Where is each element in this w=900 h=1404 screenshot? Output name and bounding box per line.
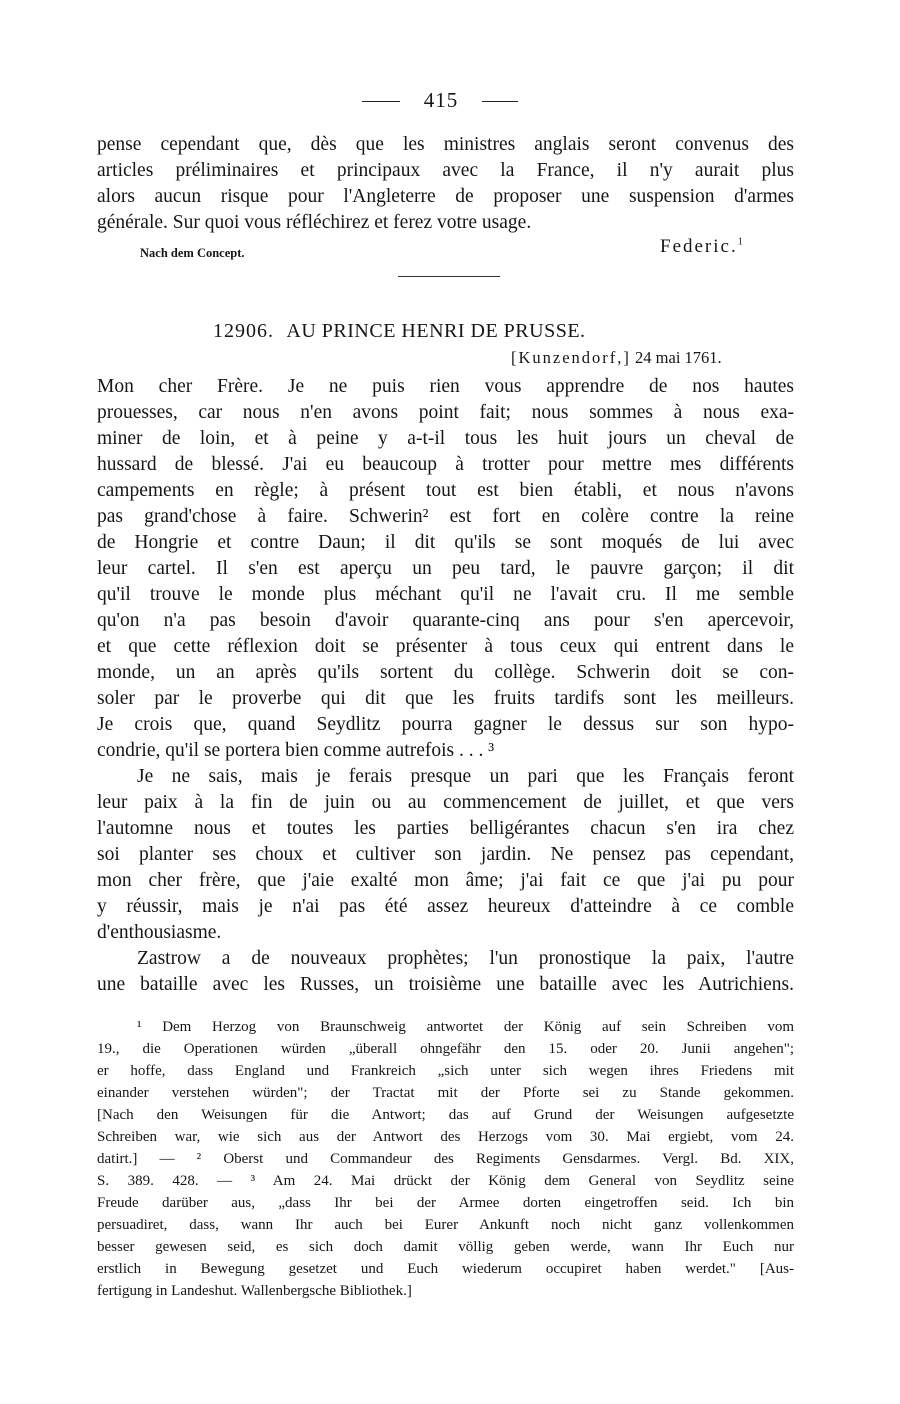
- text-line: hussard de blessé. J'ai eu beaucoup à trotter pour mettre mes différents: [97, 454, 794, 475]
- text-line: soi planter ses choux et cultiver son jardin. Ne pensez pas cependant,: [97, 844, 794, 865]
- text-line: condrie, qu'il se portera bien comme autrefois . . . ³: [97, 740, 495, 761]
- page-number: 415: [423, 88, 459, 112]
- text-line: de Hongrie et contre Daun; il dit qu'ils se sont moqués de lui avec: [97, 532, 794, 553]
- source-note: Nach dem Concept.: [140, 246, 245, 260]
- text-line: leur paix à la fin de juin ou au commencement de juillet, et que vers: [97, 792, 794, 813]
- footnote-line: ¹ Dem Herzog von Braunschweig antwortet der König auf sein Schreiben vom: [137, 1019, 794, 1035]
- text-line: générale. Sur quoi vous réfléchirez et ferez votre usage.: [97, 212, 532, 233]
- text-line: campements en règle; à présent tout est bien établi, et nous n'avons: [97, 480, 794, 501]
- footnote-line: erstlich in Bewegung gesetzet und Euch wiederum occupiret haben werdet." [Aus-: [97, 1261, 794, 1277]
- text-line: monde, un an après qu'ils sortent du collège. Schwerin doit se con-: [97, 662, 794, 683]
- text-line: une bataille avec les Russes, un troisième une bataille avec les Autrichiens.: [97, 974, 794, 995]
- letter-number: 12906.: [213, 320, 274, 342]
- footnote-line: 19., die Operationen würden „überall ohngefähr den 15. oder 20. Junii angehen";: [97, 1041, 794, 1057]
- text-line: pas grand'chose à faire. Schwerin² est fort en colère contre la reine: [97, 506, 794, 527]
- signature: [660, 236, 745, 258]
- text-line: Je ne sais, mais je ferais presque un pari que les Français feront: [137, 766, 794, 787]
- text-line: et que cette réflexion doit se présenter à tous ceux qui entrent dans le: [97, 636, 794, 657]
- footnote-line: einander verstehen würden"; der Tractat mit der Pforte sei zu Stande gekommen.: [97, 1085, 794, 1101]
- text-line: l'automne nous et toutes les parties belligérantes chacun s'en ira chez: [97, 818, 794, 839]
- text-line: Je crois que, quand Seydlitz pourra gagner le dessus sur son hypo-: [97, 714, 794, 735]
- signature-name: Federic.: [660, 236, 738, 257]
- letter-date: 24 mai 1761.: [635, 348, 722, 367]
- letter-dateline: [511, 348, 722, 368]
- footnote-line: fertigung in Landeshut. Wallenbergsche Bibliothek.]: [97, 1283, 412, 1299]
- text-line: prouesses, car nous n'en avons point fait; nous sommes à nous exa-: [97, 402, 794, 423]
- footnote-line: S. 389. 428. — ³ Am 24. Mai drückt der König dem General von Seydlitz seine: [97, 1173, 794, 1189]
- footnote-line: persuadiret, dass, wann Ihr auch bei Eurer Ankunft noch nicht ganz vollenkommen: [97, 1217, 794, 1233]
- footnote-line: besser gewesen seid, es sich doch damit völlig geben werde, wann Ihr Euch nur: [97, 1239, 794, 1255]
- text-line: pense cependant que, dès que les ministres anglais seront convenus des: [97, 134, 794, 155]
- text-line: Mon cher Frère. Je ne puis rien vous apprendre de nos hautes: [97, 376, 794, 397]
- text-line: articles préliminaires et principaux avec la France, il n'y aurait plus: [97, 160, 794, 181]
- footnote-line: Freude darüber aus, „dass Ihr bei der Armee dorten eingetroffen seid. Ich bin: [97, 1195, 794, 1211]
- text-line: mon cher frère, que j'aie exalté mon âme; j'ai fait ce que j'ai pu pour: [97, 870, 794, 891]
- header-rule-left: [362, 101, 400, 102]
- header-rule-right: [482, 101, 518, 102]
- footnote-line: Schreiben war, wie sich aus der Antwort des Herzogs vom 30. Mai ergiebt, vom 24.: [97, 1129, 794, 1145]
- footnote-line: er hoffe, dass England und Frankreich „sich unter sich wegen ihres Friedens mit: [97, 1063, 794, 1079]
- footnote-line: [Nach den Weisungen für die Antwort; das auf Grund der Weisungen aufgesetzte: [97, 1107, 794, 1123]
- letter-title: AU PRINCE HENRI DE PRUSSE.: [286, 320, 586, 342]
- text-line: d'enthousiasme.: [97, 922, 222, 943]
- letter-heading: [213, 320, 586, 343]
- text-line: qu'on n'a pas besoin d'avoir quarante-cinq ans pour s'en apercevoir,: [97, 610, 794, 631]
- footnote-line: datirt.] — ² Oberst und Commandeur des Regiments Gensdarmes. Vergl. Bd. XIX,: [97, 1151, 794, 1167]
- letter-place: [Kunzendorf,]: [511, 348, 631, 367]
- text-line: alors aucun risque pour l'Angleterre de proposer une suspension d'armes: [97, 186, 794, 207]
- section-separator: [398, 276, 500, 277]
- text-line: leur cartel. Il s'en est aperçu un peu tard, le pauvre garçon; il dit: [97, 558, 794, 579]
- text-line: miner de loin, et à peine y a-t-il tous les huit jours un cheval de: [97, 428, 794, 449]
- page-header: [0, 88, 900, 118]
- text-line: soler par le proverbe qui dit que les fruits tardifs sont les meilleurs.: [97, 688, 794, 709]
- text-line: y réussir, mais je n'ai pas été assez heureux d'atteindre à ce comble: [97, 896, 794, 917]
- text-line: qu'il trouve le monde plus méchant qu'il ne l'avait cru. Il me semble: [97, 584, 794, 605]
- footnote-ref: 1: [737, 236, 745, 248]
- text-line: Zastrow a de nouveaux prophètes; l'un pronostique la paix, l'autre: [137, 948, 794, 969]
